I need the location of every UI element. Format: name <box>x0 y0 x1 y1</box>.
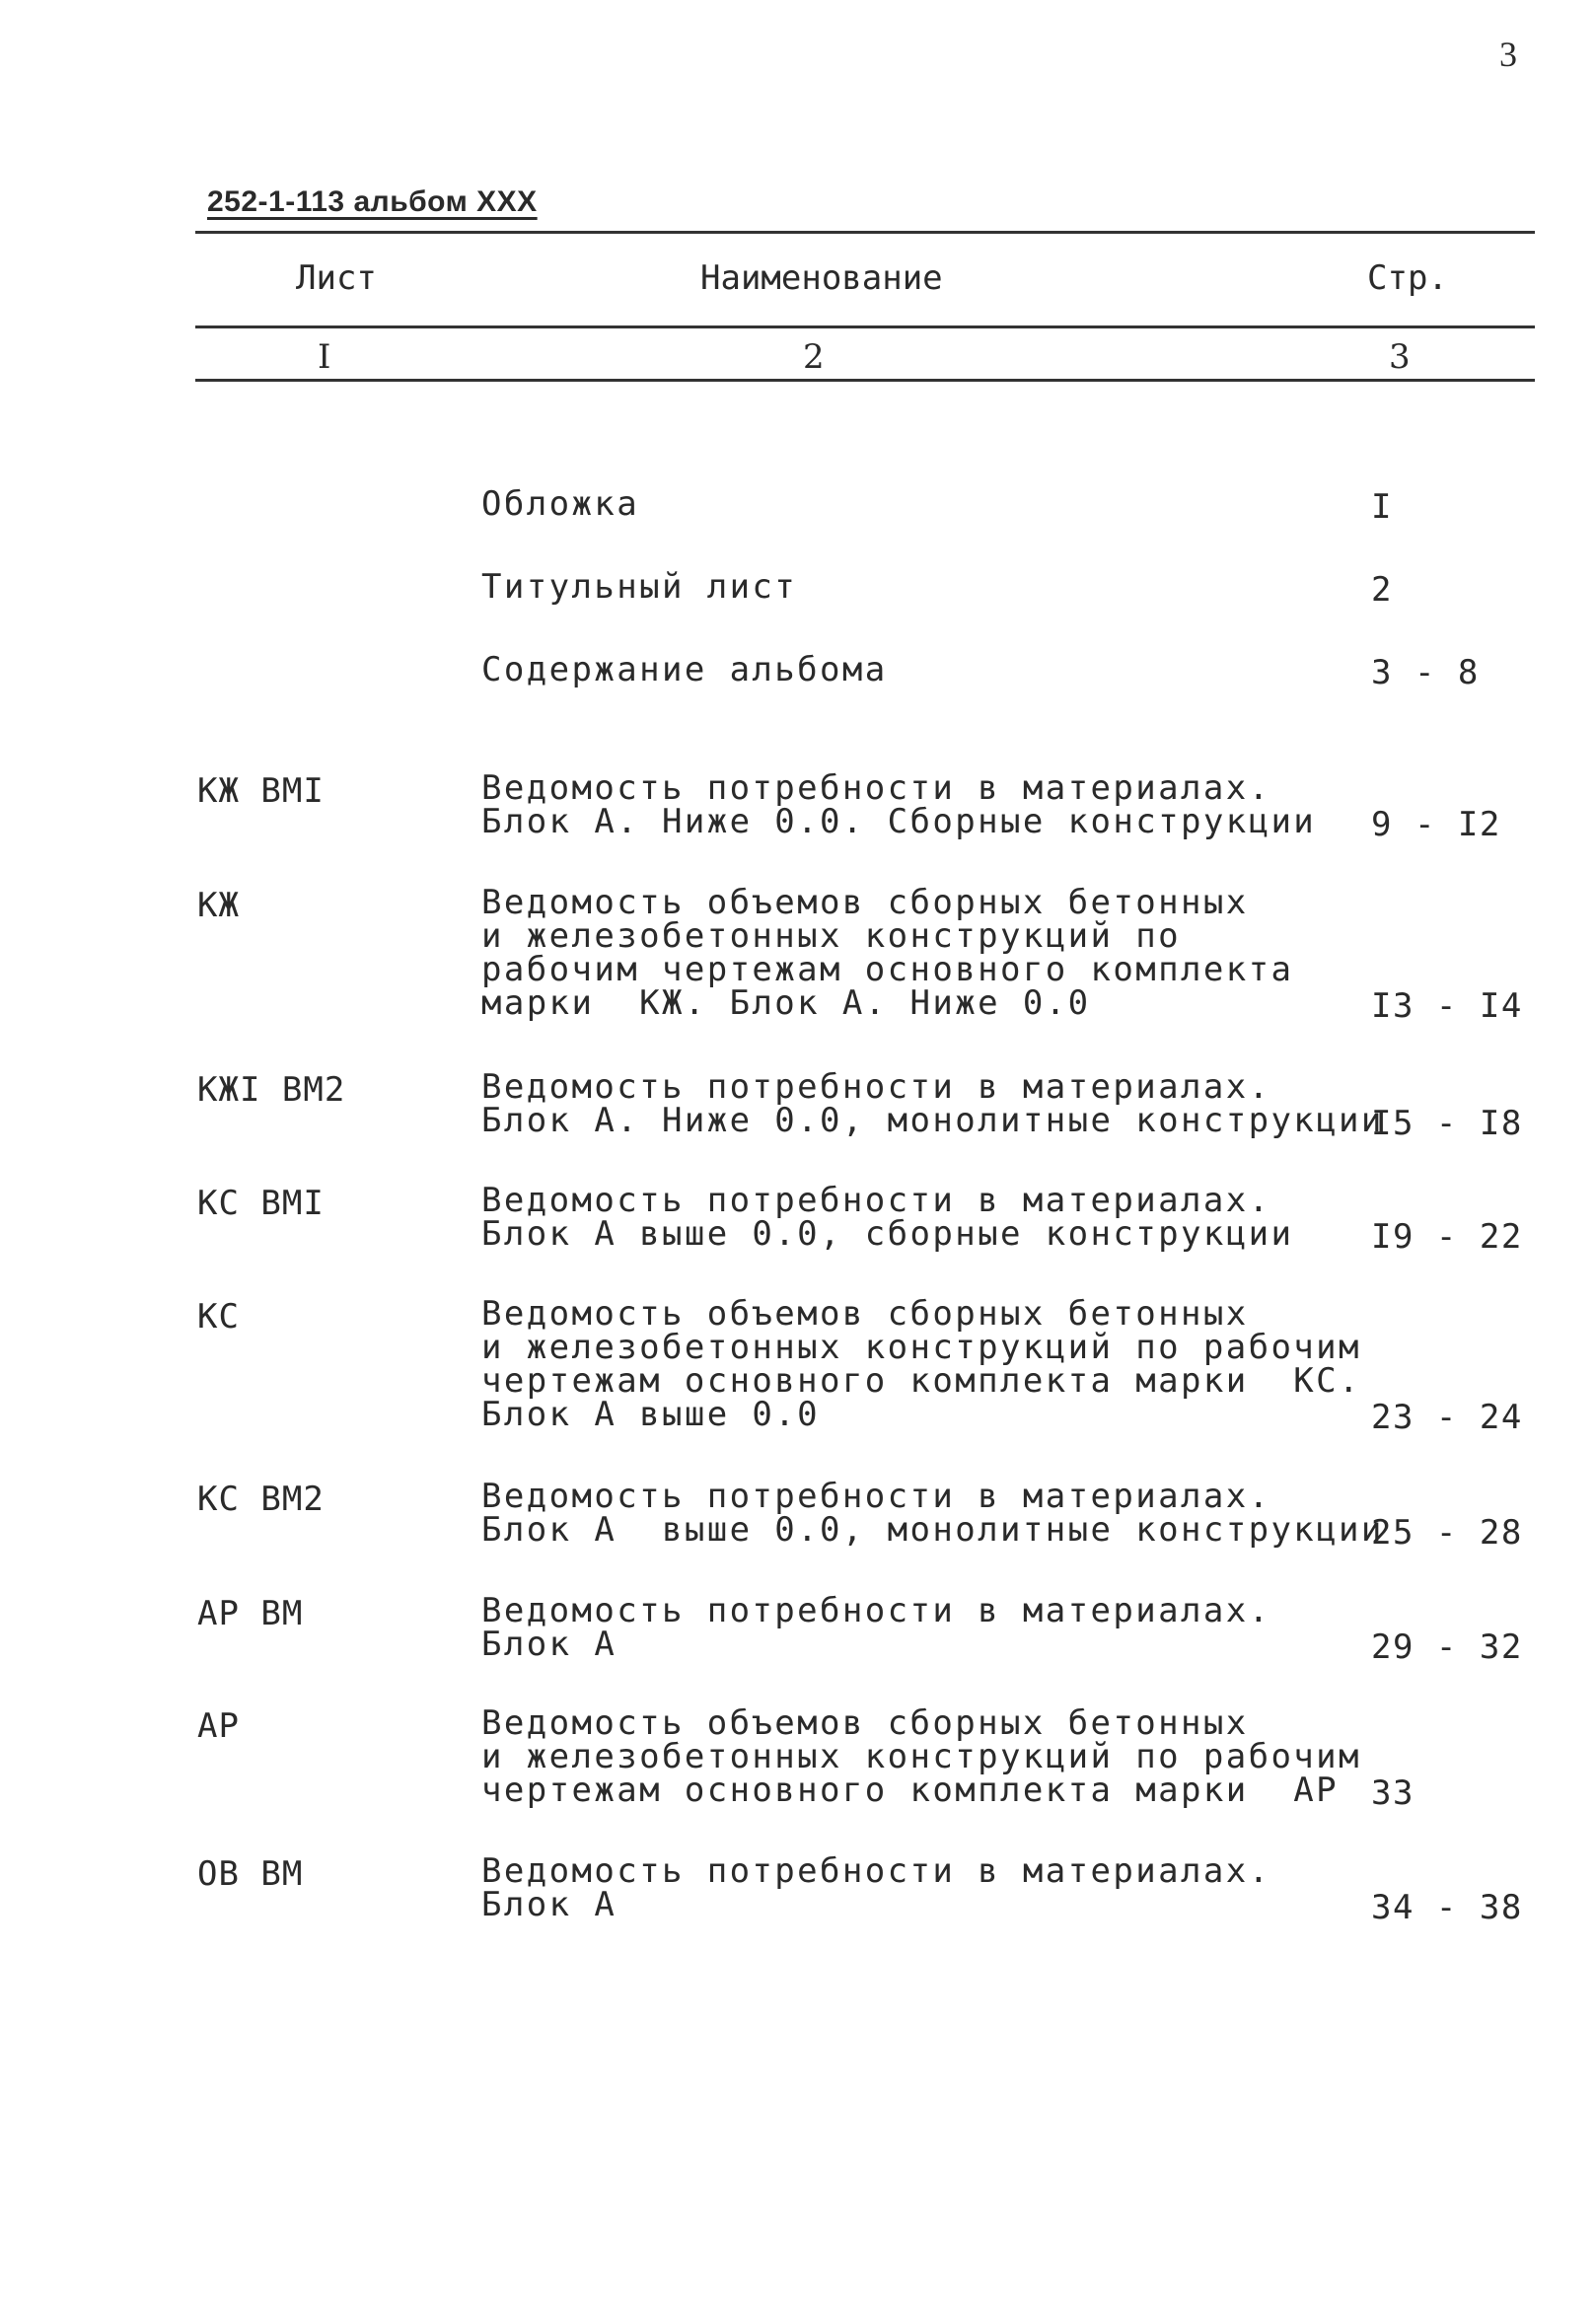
page-range: 2 <box>1371 570 1393 610</box>
item-title <box>481 1703 1361 1810</box>
item-title-line: Ведомость потребности в материалах. <box>481 1591 1271 1630</box>
page-number: 3 <box>1499 35 1517 74</box>
column-header-name: Наименование <box>700 258 943 298</box>
page-range: I5 - I8 <box>1371 1104 1523 1143</box>
column-header-pages: Стр. <box>1367 258 1448 298</box>
item-title-line: Блок А выше 0.0, сборные конструкции <box>481 1214 1294 1254</box>
page-range: 23 - 24 <box>1371 1398 1523 1437</box>
sheet-code: АР ВМ <box>197 1594 304 1633</box>
column-number-3: 3 <box>1389 337 1411 377</box>
item-title-line: Блок А <box>481 1625 617 1664</box>
page-range: 25 - 28 <box>1371 1513 1523 1553</box>
sheet-code: КС ВМI <box>197 1184 325 1223</box>
item-title-line: Ведомость объемов сборных бетонных <box>481 1294 1249 1334</box>
page-range: I <box>1371 487 1393 527</box>
page-range: 33 <box>1371 1773 1415 1813</box>
item-title-line: марки КЖ. Блок А. Ниже 0.0 <box>481 983 1091 1023</box>
sheet-code: ОВ ВМ <box>197 1854 304 1894</box>
item-title-line: Титульный лист <box>481 567 798 607</box>
item-title <box>481 567 798 607</box>
item-title <box>481 1294 1361 1434</box>
item-title-line: Блок А выше 0.0, монолитные конструкции <box>481 1510 1384 1550</box>
item-title-line: и железобетонных конструкций по рабочим <box>481 1328 1361 1367</box>
item-title-line: Блок А выше 0.0 <box>481 1395 821 1434</box>
header-bottom-rule <box>195 379 1535 382</box>
sheet-code: КЖI ВМ2 <box>197 1070 346 1110</box>
sheet-code: КС <box>197 1297 240 1337</box>
table-top-rule <box>195 231 1535 234</box>
item-title-line: чертежам основного комплекта марки КС. <box>481 1361 1361 1401</box>
item-title-line: Блок А <box>481 1885 617 1924</box>
item-title <box>481 768 1317 841</box>
item-title <box>481 1181 1294 1254</box>
page-range: 34 - 38 <box>1371 1888 1523 1927</box>
item-title-line: Ведомость потребности в материалах. <box>481 1851 1271 1891</box>
sheet-code: КЖ ВМI <box>197 771 325 811</box>
page-range: 29 - 32 <box>1371 1627 1523 1667</box>
item-title <box>481 1591 1271 1664</box>
item-title-line: рабочим чертежам основного комплекта <box>481 950 1294 989</box>
item-title <box>481 650 888 689</box>
page-range: I3 - I4 <box>1371 986 1523 1026</box>
item-title-line: Ведомость объемов сборных бетонных <box>481 883 1249 922</box>
item-title <box>481 883 1294 1023</box>
item-title-line: и железобетонных конструкций по рабочим <box>481 1737 1361 1776</box>
header-middle-rule <box>195 325 1535 328</box>
item-title-line: Ведомость потребности в материалах. <box>481 1067 1271 1107</box>
item-title <box>481 1067 1384 1140</box>
item-title-line: Содержание альбома <box>481 650 888 689</box>
item-title-line: Обложка <box>481 484 640 524</box>
item-title-line: Ведомость объемов сборных бетонных <box>481 1703 1249 1743</box>
item-title <box>481 1851 1271 1924</box>
item-title-line: Ведомость потребности в материалах. <box>481 768 1271 808</box>
sheet-code: КС ВМ2 <box>197 1480 325 1519</box>
page-range: I9 - 22 <box>1371 1217 1523 1257</box>
item-title-line: Ведомость потребности в материалах. <box>481 1477 1271 1516</box>
sheet-code: КЖ <box>197 886 240 925</box>
page-range: 3 - 8 <box>1371 653 1480 692</box>
document-code: 252-1-113 альбом XXX <box>207 185 538 218</box>
item-title-line: Ведомость потребности в материалах. <box>481 1181 1271 1220</box>
sheet-code: АР <box>197 1706 240 1746</box>
item-title-line: Блок А. Ниже 0.0, монолитные конструкции <box>481 1101 1384 1140</box>
item-title <box>481 1477 1384 1550</box>
item-title-line: Блок А. Ниже 0.0. Сборные конструкции <box>481 802 1317 841</box>
item-title <box>481 484 640 524</box>
item-title-line: чертежам основного комплекта марки АР <box>481 1771 1340 1810</box>
item-title-line: и железобетонных конструкций по <box>481 916 1181 956</box>
column-header-sheet: Лист <box>296 258 377 298</box>
page-range: 9 - I2 <box>1371 805 1501 844</box>
column-number-1: I <box>318 337 331 377</box>
column-number-2: 2 <box>803 337 825 377</box>
